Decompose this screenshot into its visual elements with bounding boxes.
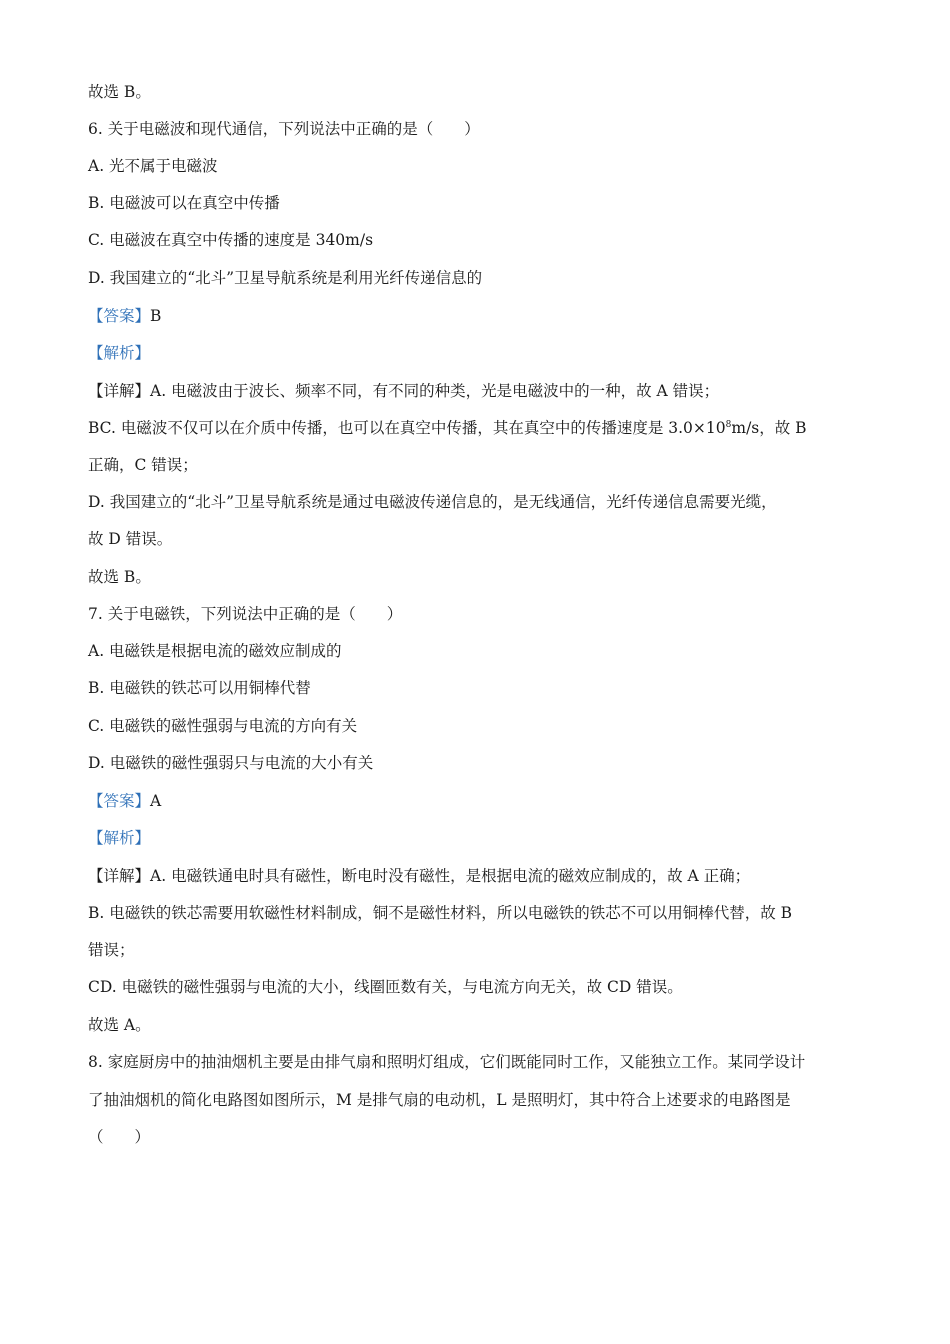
question-6-option-a: A. 光不属于电磁波: [88, 157, 218, 175]
question-6-stem: 6. 关于电磁波和现代通信，下列说法中正确的是（ ）: [88, 120, 480, 138]
detail-line: 【详解】A. 电磁波由于波长、频率不同，有不同的种类，光是电磁波中的一种，故 A 错误；: [88, 382, 720, 400]
text-line: BC. 电磁波不仅可以在介质中传播，也可以在真空中传播，其在真空中的传播速度是 $3.0\times 10^8m/s$，故 B: [88, 419, 807, 437]
detail-line: 【详解】A. 电磁铁通电时具有磁性，断电时没有磁性，是根据电流的磁效应制成的，故 A 正确；: [88, 867, 751, 885]
text-line: 错误；: [88, 941, 135, 959]
analysis-label: 【解析】: [88, 829, 151, 847]
exponent: 8: [725, 420, 732, 430]
analysis-heading: [88, 343, 150, 363]
text-line: 故选 A。: [88, 1016, 151, 1034]
question-7-stem: 7. 关于电磁铁，下列说法中正确的是（ ）: [88, 605, 403, 623]
detail-label: 【详解】: [88, 382, 151, 400]
question-7-option-b: B. 电磁铁的铁芯可以用铜棒代替: [88, 679, 311, 697]
text-line: B. 电磁铁的铁芯需要用软磁性材料制成，铜不是磁性材料，所以电磁铁的铁芯不可以用铜棒代替，故 B: [88, 904, 793, 922]
analysis-heading: [88, 828, 150, 848]
question-7-option-c: C. 电磁铁的磁性强弱与电流的方向有关: [88, 717, 358, 735]
question-6-option-c: C. 电磁波在真空中传播的速度是 340m/s: [88, 231, 374, 249]
answer-line: 【答案】B: [88, 307, 162, 325]
question-7-option-d: D. 电磁铁的磁性强弱只与电流的大小有关: [88, 754, 374, 772]
analysis-label: 【解析】: [88, 344, 151, 362]
text-line: 正确，C 错误；: [88, 456, 198, 474]
text-line: CD. 电磁铁的磁性强弱与电流的大小，线圈匝数有关，与电流方向无关，故 CD 错误。: [88, 978, 683, 996]
answer-line: 【答案】A: [88, 792, 162, 810]
text-line: 故选 B。: [88, 568, 151, 586]
text-line: D. 我国建立的“北斗”卫星导航系统是通过电磁波传递信息的，是无线通信，光纤传递信息需要光缆，: [88, 493, 777, 511]
text-line: 故选 B。: [88, 83, 151, 101]
text-line: （ ）: [88, 1128, 151, 1146]
answer-label: 【答案】: [88, 792, 151, 810]
question-6-option-b: B. 电磁波可以在真空中传播: [88, 194, 280, 212]
text-line: 了抽油烟机的简化电路图如图所示，M 是排气扇的电动机，L 是照明灯，其中符合上述要求的电路图是: [88, 1091, 791, 1109]
detail-label: 【详解】: [88, 867, 151, 885]
text-line: 故 D 错误。: [88, 530, 173, 548]
question-6-option-d: D. 我国建立的“北斗”卫星导航系统是利用光纤传递信息的: [88, 269, 483, 287]
question-8-stem: 8. 家庭厨房中的抽油烟机主要是由排气扇和照明灯组成，它们既能同时工作，又能独立工作。某同学设计: [88, 1053, 806, 1071]
answer-label: 【答案】: [88, 307, 151, 325]
question-7-option-a: A. 电磁铁是根据电流的磁效应制成的: [88, 642, 342, 660]
